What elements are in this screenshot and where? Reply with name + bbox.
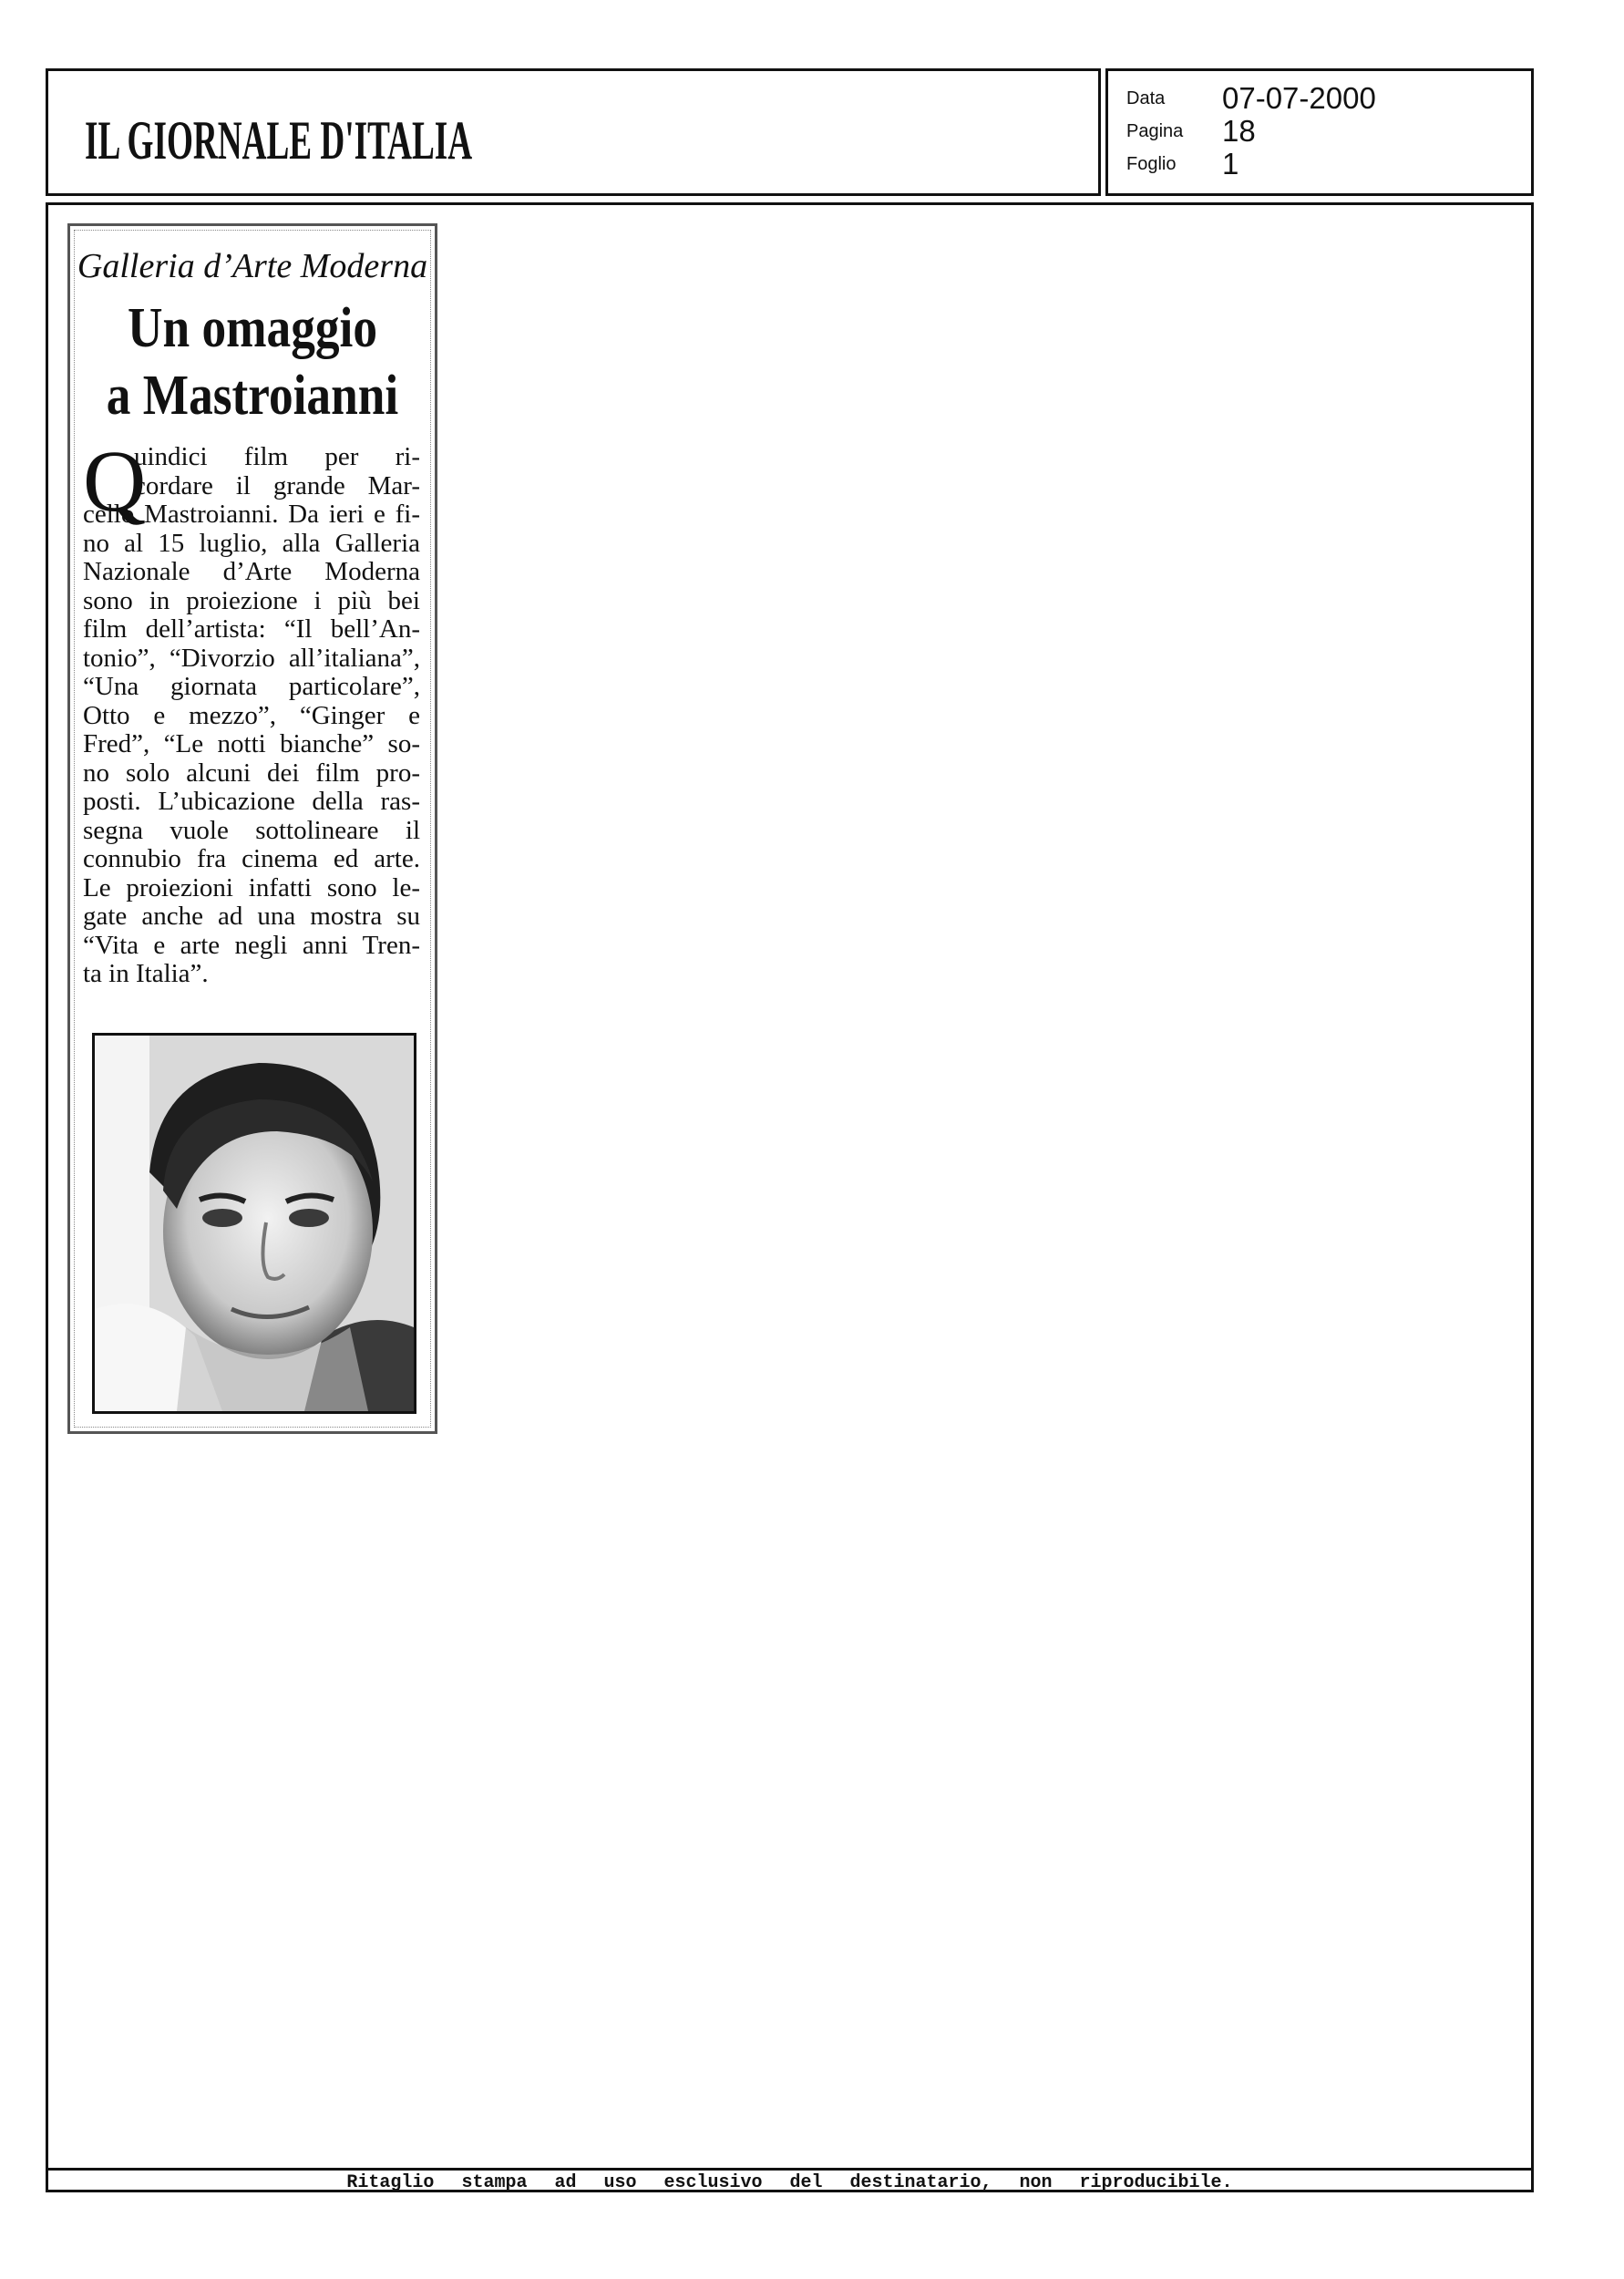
masthead-box	[46, 68, 1101, 196]
article-clipping	[67, 223, 437, 1434]
portrait-photo	[92, 1033, 416, 1414]
body-line: Nazionale d’Arte Moderna	[83, 558, 420, 586]
body-line: segna vuole sottolineare il	[83, 816, 420, 845]
body-line: film dell’artista: “Il bell’An-	[83, 615, 420, 644]
meta-label: Data	[1126, 88, 1166, 108]
article-kicker: Galleria d’Arte Moderna	[77, 247, 428, 285]
body-line: uindici film per ri-	[134, 443, 420, 471]
drop-cap: Q	[83, 432, 147, 530]
body-line: no al 15 luglio, alla Galleria	[83, 529, 420, 558]
headline-line: Un omaggio	[127, 297, 378, 359]
meta-value: 07-07-2000	[1222, 81, 1376, 115]
meta-value: 1	[1222, 147, 1239, 180]
meta-row-page	[1126, 115, 1256, 148]
meta-row-date	[1126, 82, 1376, 115]
body-line: “Una giornata particolare”,	[83, 673, 420, 701]
body-line: “Vita e arte negli anni Tren-	[83, 931, 420, 960]
body-line: gate anche ad una mostra su	[83, 902, 420, 931]
article-headline	[96, 294, 409, 429]
body-line: Otto e mezzo”, “Ginger e	[83, 701, 420, 730]
body-line: sono in proiezione i più bei	[83, 586, 420, 615]
meta-value: 18	[1222, 114, 1256, 148]
footer-disclaimer: Ritaglio stampa ad uso esclusivo del destinatario, non riproducibile.	[346, 2172, 1233, 2193]
body-line: tonio”, “Divorzio all’italiana”,	[83, 644, 420, 673]
body-line: ta in Italia”.	[83, 960, 209, 988]
body-line: posti. L’ubicazione della ras-	[83, 788, 420, 816]
meta-row-sheet	[1126, 148, 1239, 180]
meta-label: Foglio	[1126, 153, 1177, 174]
body-line: Le proiezioni infatti sono le-	[83, 873, 420, 902]
body-line: Fred”, “Le notti bianche” so-	[83, 730, 420, 758]
body-line: connubio fra cinema ed arte.	[83, 845, 420, 873]
body-line: cordare il grande Mar-	[134, 471, 420, 500]
headline-line: a Mastroianni	[106, 365, 399, 427]
body-line: cello Mastroianni. Da ieri e fi-	[83, 500, 420, 529]
article-body	[83, 443, 420, 989]
metadata-box	[1105, 68, 1534, 196]
newspaper-masthead: IL GIORNALE D'ITALIA	[85, 110, 473, 170]
portrait-illustration	[95, 1036, 414, 1411]
meta-label: Pagina	[1126, 120, 1184, 141]
body-line: no solo alcuni dei film pro-	[83, 758, 420, 788]
footer-divider	[46, 2168, 1534, 2171]
